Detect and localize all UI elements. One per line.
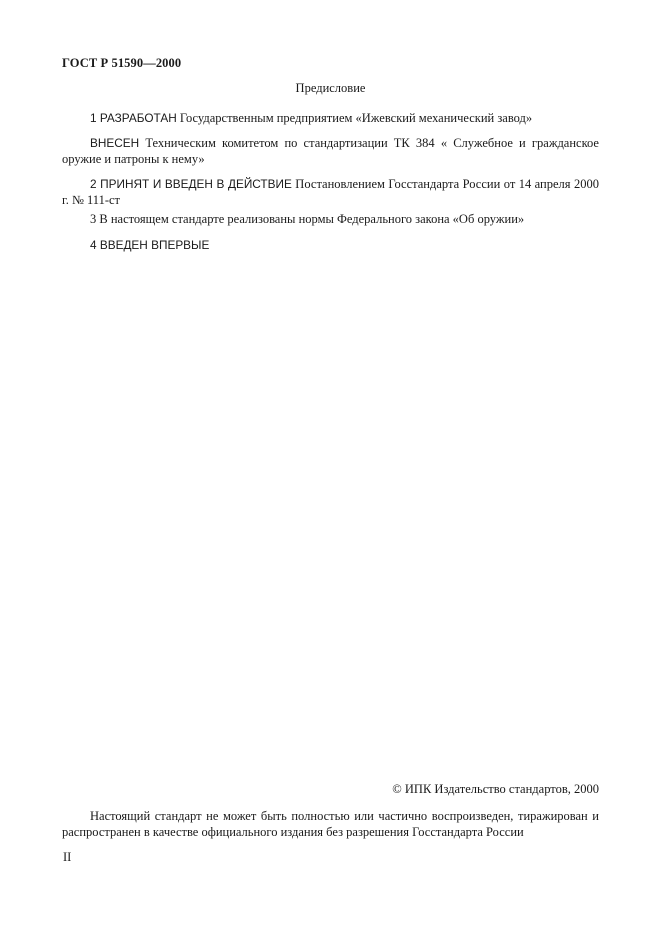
standard-code: ГОСТ Р 51590—2000 [62, 56, 182, 70]
item-text: Государственным предприятием «Ижевский механический завод» [176, 111, 533, 125]
preface-item-law: 3 В настоящем стандарте реализованы нормы Федерального закона «Об оружии» [90, 212, 525, 226]
page-number: II [63, 850, 72, 864]
item-text: Постановлением Госстандарта России от 14 апреля 2000 г. № 111-ст [62, 177, 599, 207]
preface-item-developed [62, 110, 599, 126]
item-lead: 2 ПРИНЯТ И ВВЕДЕН В ДЕЙСТВИЕ [90, 177, 292, 191]
item-lead: ВНЕСЕН [90, 136, 140, 150]
item-text: Техническим комитетом по стандартизации ТК 384 « Служебное и гражданское оружие и патроны к нему» [62, 136, 599, 166]
preface-title: Предисловие [295, 81, 366, 95]
item-lead: 1 РАЗРАБОТАН [90, 111, 177, 125]
preface-item-adopted [62, 176, 599, 208]
copyright-notice: © ИПК Издательство стандартов, 2000 [392, 782, 599, 796]
reproduction-notice: Настоящий стандарт не может быть полностью или частично воспроизведен, тиражирован и распространен в качестве официального издания без разрешения Госстандарта России [62, 809, 599, 839]
preface-item-first-time: 4 ВВЕДЕН ВПЕРВЫЕ [90, 238, 210, 252]
preface-item-introduced [62, 135, 599, 167]
